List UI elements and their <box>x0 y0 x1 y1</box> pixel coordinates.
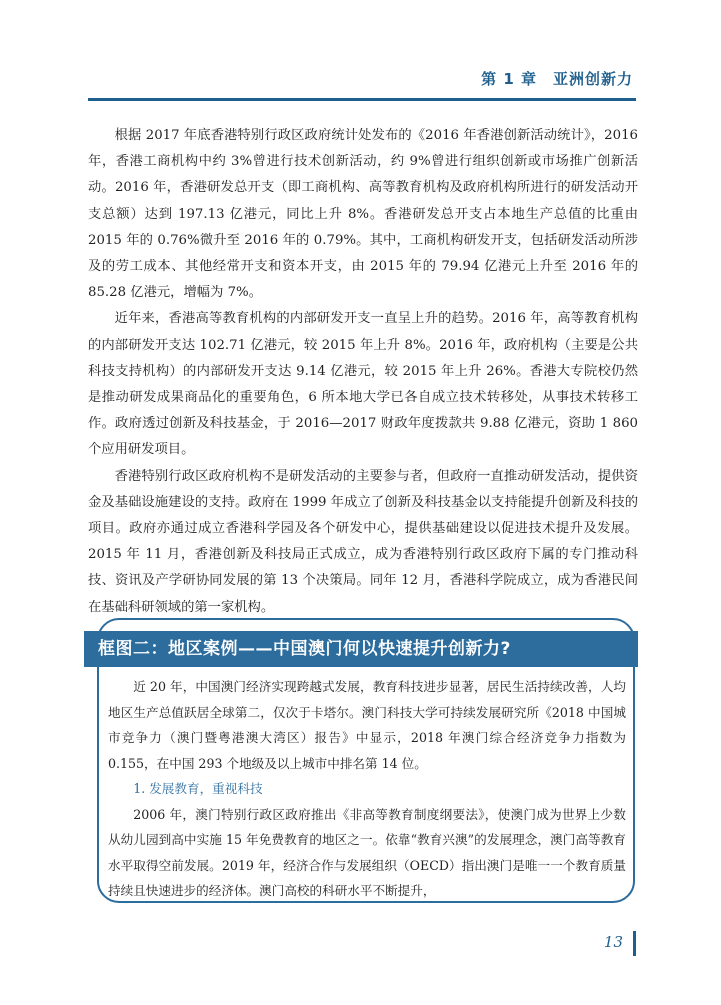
main-body <box>88 123 638 621</box>
box-title: 框图二：地区案例——中国澳门何以快速提升创新力? <box>84 631 638 667</box>
body-paragraph: 香港特别行政区政府机构不是研发活动的主要参与者，但政府一直推动研发活动，提供资金及基础设施建设的支持。政府在 1999 年成立了创新及科技基金以支持能提升创新及科技的项目。政府亦通过成立香港科学园及各个研发中心，提供基础建设以促进技术提升及发展。2015 年 11 月，香港创新及科技局正式成立，成为香港特别行政区政府下属的专门推动科技、资讯及产学研协同发展的第 13 个决策局。同年 12 月，香港科学院成立，成为香港民间在基础科研领域的第一家机构。 <box>88 468 638 615</box>
page-number-bar <box>633 931 636 956</box>
box-paragraph: 2006 年，澳门特别行政区政府推出《非高等教育制度纲要法》，使澳门成为世界上少数从幼儿园到高中实施 15 年免费教育的地区之一。依靠“教育兴澳”的发展理念，澳门高等教育水平取得空前发展。2019 年，经济合作与发展组织（OECD）指出澳门是唯一一个教育质量持续且快速进步的经济体。澳门高校的科研水平不断提升， <box>108 806 626 898</box>
box-intro-paragraph: 近 20 年，中国澳门经济实现跨越式发展，教育科技进步显著，居民生活持续改善，人均地区生产总值跃居全球第二，仅次于卡塔尔。澳门科技大学可持续发展研究所《2018 中国城市竞争力（澳门暨粤港澳大湾区）报告》中显示，2018 年澳门综合经济竞争力指数为 0.155，在中国 293 个地级及以上城市中排名第 14 位。 <box>108 679 626 771</box>
box-subheading: 1. 发展教育，重视科技 <box>133 781 263 796</box>
header-divider <box>88 98 636 101</box>
body-paragraph: 根据 2017 年底香港特别行政区政府统计处发布的《2016 年香港创新活动统计》，2016 年，香港工商机构中约 3%曾进行技术创新活动，约 9%曾进行组织创新或市场推广创新活动。2016 年，香港研发总开支（即工商机构、高等教育机构及政府机构所进行的研发活动开支总额）达到 197.13 亿港元，同比上升 8%。香港研发总开支占本地生产总值的比重由 2015 年的 0.76%微升至 2016 年的 0.79%。其中，工商机构研发开支，包括研发活动所涉及的劳工成本、其他经常开支和资本开支，由 2015 年的 79.94 亿港元上升至 2016 年的 85.28 亿港元，增幅为 7%。 <box>88 128 638 301</box>
box-content <box>108 674 626 904</box>
page-number: 13 <box>603 933 623 951</box>
body-paragraph: 近年来，香港高等教育机构的内部研发开支一直呈上升的趋势。2016 年，高等教育机构的内部研发开支达 102.71 亿港元，较 2015 年上升 8%。2016 年，政府机构（主要是公共科技支持机构）的内部研发开支达 9.14 亿港元，较 2015 年上升 26%。香港大专院校仍然是推动研发成果商品化的重要角色，6 所本地大学已各自成立技术转移处，从事技术转移工作。政府透过创新及科技基金，于 2016—2017 财政年度拨款共 9.88 亿港元，资助 1 860 个应用研发项目。 <box>88 311 638 458</box>
chapter-header: 第 1 章 亚洲创新力 <box>481 70 633 88</box>
